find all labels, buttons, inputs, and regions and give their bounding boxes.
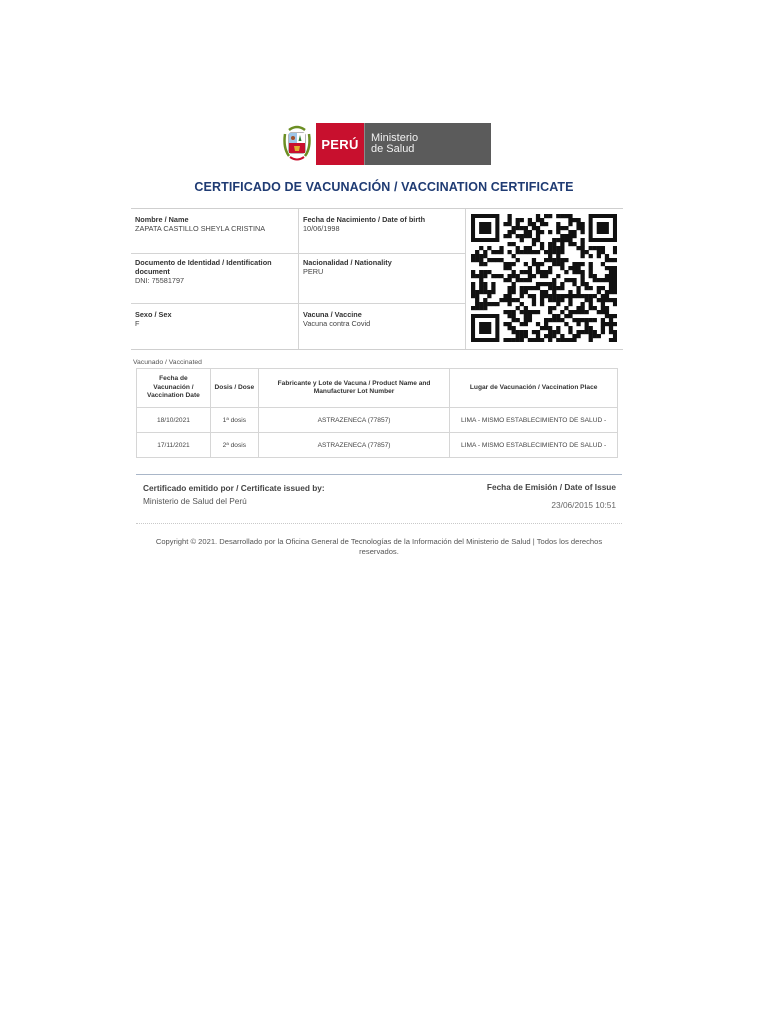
row-dose: 1ª dosis	[210, 408, 258, 433]
grid-divider	[465, 209, 466, 349]
vaccine-label: Vacuna / Vaccine	[303, 310, 362, 319]
qr-code-icon	[471, 214, 617, 342]
issued-by-label: Certificado emitido por / Certificate issued by:	[143, 483, 325, 493]
id-document-label: Documento de Identidad / Identification document	[135, 258, 272, 276]
grid-row-divider	[131, 303, 465, 304]
row-product: ASTRAZENECA (77857)	[258, 408, 450, 433]
dob-value: 10/06/1998	[303, 224, 340, 233]
ministry-line-2: de Salud	[371, 143, 415, 155]
table-header-row	[137, 369, 618, 408]
peru-label: PERÚ	[316, 123, 364, 165]
identity-grid	[131, 208, 623, 350]
col-header-place: Lugar de Vacunación / Vaccination Place	[450, 369, 618, 408]
sex-cell	[135, 310, 293, 328]
vaccine-cell	[303, 310, 461, 328]
ministry-logo	[278, 123, 491, 165]
footer-divider	[136, 523, 622, 524]
nationality-cell	[303, 258, 461, 276]
ministry-label	[364, 123, 491, 165]
row-product: ASTRAZENECA (77857)	[258, 433, 450, 458]
col-header-dose: Dosis / Dose	[210, 369, 258, 408]
nationality-value: PERU	[303, 267, 324, 276]
peru-coat-of-arms-icon	[278, 123, 316, 165]
ministry-line-1: Ministerio	[371, 132, 419, 144]
certificate-title: CERTIFICADO DE VACUNACIÓN / VACCINATION CERTIFICATE	[194, 180, 574, 194]
vaccinated-label: Vacunado / Vaccinated	[133, 359, 202, 366]
name-cell	[135, 215, 293, 233]
sex-label: Sexo / Sex	[135, 310, 172, 319]
grid-row-divider	[131, 253, 465, 254]
sex-value: F	[135, 319, 140, 328]
row-date: 17/11/2021	[137, 433, 211, 458]
name-label: Nombre / Name	[135, 215, 189, 224]
dob-label: Fecha de Nacimiento / Date of birth	[303, 215, 426, 224]
issue-date-label: Fecha de Emisión / Date of Issue	[486, 482, 616, 492]
copyright-text: Copyright © 2021. Desarrollado por la Oficina General de Tecnologías de la Información del Ministerio de Salud | Todos los derechos reservados.	[155, 537, 603, 556]
grid-divider	[298, 209, 299, 349]
name-value: ZAPATA CASTILLO SHEYLA CRISTINA	[135, 224, 266, 233]
table-row	[137, 408, 618, 433]
issue-date-value: 23/06/2015 10:51	[551, 500, 616, 510]
vaccine-value: Vacuna contra Covid	[303, 319, 371, 328]
vaccination-table	[136, 368, 618, 458]
row-place: LIMA - MISMO ESTABLECIMIENTO DE SALUD -	[450, 433, 618, 458]
col-header-product: Fabricante y Lote de Vacuna / Product Name and Manufacturer Lot Number	[258, 369, 450, 408]
row-dose: 2ª dosis	[210, 433, 258, 458]
table-row	[137, 433, 618, 458]
dob-cell	[303, 215, 461, 233]
col-header-date: Fecha de Vacunación / Vaccination Date	[137, 369, 211, 408]
nationality-label: Nacionalidad / Nationality	[303, 258, 392, 267]
row-place: LIMA - MISMO ESTABLECIMIENTO DE SALUD -	[450, 408, 618, 433]
id-document-value: DNI: 75581797	[135, 276, 185, 285]
issued-by-value: Ministerio de Salud del Perú	[143, 496, 247, 506]
row-date: 18/10/2021	[137, 408, 211, 433]
id-document-cell	[135, 258, 285, 285]
issuance-divider	[136, 474, 622, 475]
